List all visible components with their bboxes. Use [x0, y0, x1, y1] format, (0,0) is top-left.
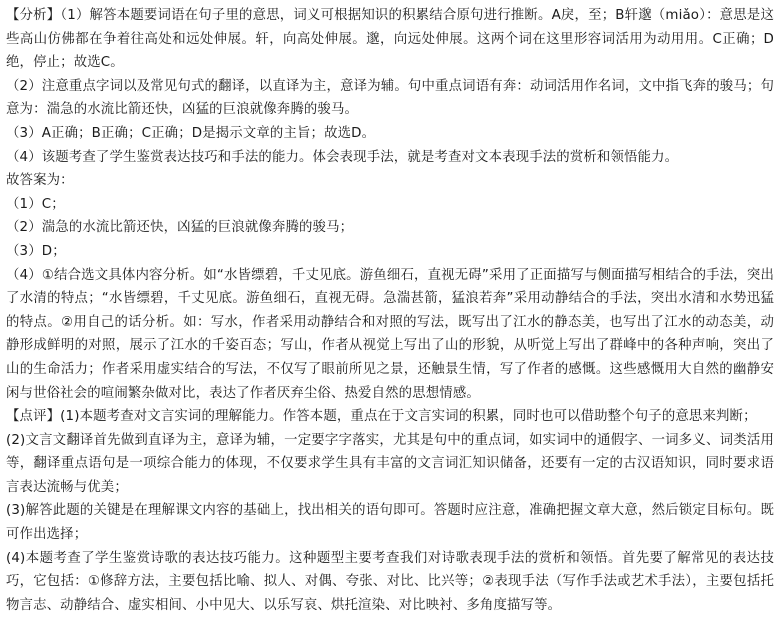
answer-4: （4）①结合选文具体内容分析。如“水皆缥碧，千丈见底。游鱼细石，直视无碍”采用了正面描写与侧面描写相结合的手法，突出了水清的特点；“水皆缥碧，千丈见底。游鱼细石，直视无碍。急湍甚箭，猛浪若奔”采用动静结合的手法，突出水清和水势迅猛的特点。②用自己的话分析。如：写水，作者采用动静结合和对照的写法，既写出了江水的静态美，也写出了江水的动态美，动静形成鲜明的对照，展示了江水的千姿百态；写山，作者从视觉上写出了山的形貌，从听觉上写出了群峰中的各种声响，突出了山的生命活力；作者采用虚实结合的写法，不仅写了眼前所见之景，还触景生情，写了作者的感慨。这些感慨用大自然的幽静安闲与世俗社会的喧闹繁杂做对比，表达了作者厌弃尘俗、热爱自然的思想情感。	[6, 267, 774, 401]
analysis-text-1: （1）解答本题要词语在句子里的意思，词义可根据知识的积累结合原句进行推断。A戾，至；B轩邈（miǎo）：意思是这些高山仿佛都在争着往高处和远处伸展。轩，向高处伸展。邈，向远处伸展。这两个词在这里形容词活用为动用用。C正确；D绝，停止；故选C。	[6, 8, 774, 71]
analysis-paragraph-4: （4）该题考查了学生鉴赏表达技巧和手法的能力。体会表现手法，就是考查对文本表现手法的赏析和领悟能力。	[6, 149, 679, 165]
analysis-paragraph-1	[6, 4, 774, 75]
analysis-paragraph-2: （2）注意重点字词以及常见句式的翻译，以直译为主，意译为辅。句中重点词语有奔：动词活用作名词，文中指飞奔的骏马；句意为：湍急的水流比箭还快，凶猛的巨浪就像奔腾的骏马。	[6, 78, 774, 118]
answer-1: （1）C；	[6, 196, 65, 212]
answer-3: （3）D；	[6, 243, 66, 259]
answer-2: （2）湍急的水流比箭还快，凶猛的巨浪就像奔腾的骏马；	[6, 220, 354, 236]
analysis-paragraph-3: （3）A正确；B正确；C正确；D是揭示文章的主旨；故选D。	[6, 125, 376, 141]
answer-intro: 故答案为：	[6, 173, 74, 189]
analysis-heading: 【分析】	[6, 8, 61, 23]
comment-text-1: (1)本题考查对文言实词的理解能力。作答本题，重点在于文言实词的积累，同时也可以借助整个句子的意思来判断；	[60, 409, 757, 425]
comment-heading: 【点评】	[6, 409, 61, 425]
comment-paragraph-4: (4)本题考查了学生鉴赏诗歌的表达技巧能力。这种题型主要考查我们对诗歌表现手法的赏析和领悟。首先要了解常见的表达技巧，它包括：①修辞方法，主要包括比喻、拟人、对偶、夸张、对比、比兴等；②表现手法（写作手法或艺术手法），主要包括托物言志、动静结合、虚实相间、小中见大、以乐写哀、烘托渲染、对比映衬、多角度描写等。	[6, 550, 774, 613]
comment-paragraph-1	[6, 405, 774, 429]
comment-paragraph-2: (2)文言文翻译首先做到直译为主，意译为辅，一定要字字落实，尤其是句中的重点词，如实词中的通假字、一词多义、词类活用等，翻译重点语句是一项综合能力的体现，不仅要求学生具有丰富的文言词汇知识储备，还要有一定的古汉语知识，同时要求语言表达流畅与优美；	[6, 432, 774, 495]
comment-paragraph-3: (3)解答此题的关键是在理解课文内容的基础上，找出相关的语句即可。答题时应注意，准确把握文章大意，然后锁定目标句。既可作出选择；	[6, 503, 774, 543]
